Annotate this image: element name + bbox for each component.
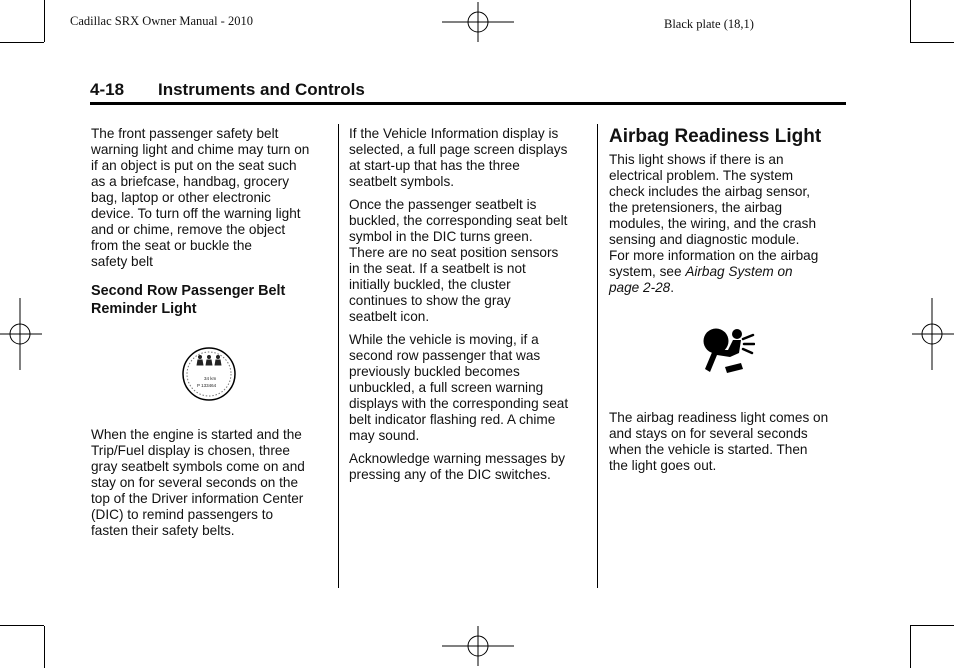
- text-line: may sound.: [349, 428, 420, 443]
- plate-label: Black plate (18,1): [664, 17, 754, 31]
- text-line: [609, 264, 849, 280]
- text-line: pressing any of the DIC switches.: [349, 467, 551, 482]
- airbag-heading: Airbag Readiness Light: [609, 126, 822, 147]
- text-line: initially buckled, the cluster: [349, 277, 511, 292]
- text-line: This light shows if there is an: [609, 152, 784, 167]
- text-line: Acknowledge warning messages by: [349, 451, 566, 466]
- crop-mark: [44, 626, 45, 668]
- text-line: If the Vehicle Information display is: [349, 126, 559, 141]
- airbag-figure: [609, 303, 849, 401]
- text-line: seatbelt symbols.: [349, 174, 455, 189]
- text-line: sensing and diagnostic module.: [609, 232, 800, 247]
- text-line: For more information on the airbag: [609, 248, 819, 263]
- paragraph: [609, 152, 849, 296]
- text-line: fasten their safety belts.: [91, 523, 235, 538]
- text-fragment: system, see: [609, 264, 686, 279]
- paragraph: [349, 197, 591, 325]
- registration-mark-icon: [912, 298, 954, 370]
- text-line: seatbelt icon.: [349, 309, 430, 324]
- subheading-line: Reminder Light: [91, 301, 197, 317]
- column-divider: [597, 124, 598, 588]
- text-line: warning light and chime may turn on: [91, 142, 310, 157]
- column-divider: [338, 124, 339, 588]
- paragraph: [349, 126, 591, 190]
- text-line: gray seatbelt symbols come on and: [91, 459, 305, 474]
- text-line: electrical problem. The system: [609, 168, 794, 183]
- text-line: and or chime, remove the object: [91, 222, 286, 237]
- text-line: buckled, the corresponding seat belt: [349, 213, 568, 228]
- text-line: belt indicator flashing red. A chime: [349, 412, 556, 427]
- text-line: selected, a full page screen displays: [349, 142, 568, 157]
- cross-reference-link[interactable]: Airbag System on: [685, 264, 793, 279]
- column-2: [349, 126, 591, 490]
- cross-reference-link[interactable]: page 2-28: [609, 280, 671, 295]
- text-line: when the vehicle is started. Then: [609, 442, 808, 457]
- manual-title: Cadillac SRX Owner Manual - 2010: [70, 14, 253, 28]
- text-line: top of the Driver information Center: [91, 491, 304, 506]
- text-line: device. To turn off the warning light: [91, 206, 301, 221]
- text-line: as a briefcase, handbag, grocery: [91, 174, 289, 189]
- text-line: in the seat. If a seatbelt is not: [349, 261, 526, 276]
- subheading-line: Second Row Passenger Belt: [91, 283, 286, 299]
- column-3: [609, 126, 849, 481]
- section-title: Instruments and Controls: [158, 80, 365, 99]
- text-line: and stays on for several seconds: [609, 426, 808, 441]
- text-line: check includes the airbag sensor,: [609, 184, 811, 199]
- text-line: While the vehicle is moving, if a: [349, 332, 539, 347]
- seatbelt-reminder-gauge-icon: [181, 346, 237, 402]
- crop-mark: [910, 0, 911, 42]
- registration-mark-icon: [442, 626, 514, 666]
- paragraph: [349, 332, 591, 444]
- paragraph: [91, 427, 331, 539]
- registration-mark-icon: [442, 2, 514, 42]
- text-line: second row passenger that was: [349, 348, 541, 363]
- text-line: Trip/Fuel display is chosen, three: [91, 443, 290, 458]
- text-line: [609, 280, 849, 296]
- text-line: if an object is put on the seat such: [91, 158, 297, 173]
- text-line: at start-up that has the three: [349, 158, 520, 173]
- text-line: modules, the wiring, and the crash: [609, 216, 817, 231]
- crop-mark: [910, 626, 911, 668]
- airbag-readiness-icon: [703, 325, 755, 381]
- text-line: unbuckled, a full screen warning: [349, 380, 544, 395]
- text-line: the light goes out.: [609, 458, 717, 473]
- column-1: [91, 126, 331, 546]
- text-line: the pretensioners, the airbag: [609, 200, 783, 215]
- text-line: The airbag readiness light comes on: [609, 410, 829, 425]
- text-line: When the engine is started and the: [91, 427, 302, 442]
- text-line: safety belt: [91, 254, 153, 269]
- text-line: The front passenger safety belt: [91, 126, 279, 141]
- subheading: [91, 282, 331, 318]
- crop-mark: [910, 625, 954, 626]
- text-line: (DIC) to remind passengers to: [91, 507, 274, 522]
- paragraph: [609, 410, 849, 474]
- text-line: from the seat or buckle the: [91, 238, 252, 253]
- crop-mark: [910, 42, 954, 43]
- text-line: There are no seat position sensors: [349, 245, 559, 260]
- gauge-trip-text: 34 km: [204, 376, 217, 381]
- text-line: bag, laptop or other electronic: [91, 190, 271, 205]
- text-line: stay on for several seconds on the: [91, 475, 299, 490]
- paragraph: [91, 126, 331, 270]
- seatbelt-gauge-figure: [91, 318, 331, 418]
- crop-mark: [0, 42, 44, 43]
- page-number: 4-18: [90, 80, 125, 99]
- text-line: symbol in the DIC turns green.: [349, 229, 533, 244]
- crop-mark: [44, 0, 45, 42]
- text-line: previously buckled becomes: [349, 364, 520, 379]
- text-fragment: .: [670, 280, 675, 295]
- crop-mark: [0, 625, 44, 626]
- text-line: continues to show the gray: [349, 293, 511, 308]
- text-line: Once the passenger seatbelt is: [349, 197, 537, 212]
- text-line: displays with the corresponding seat: [349, 396, 569, 411]
- gauge-odometer-text: P 133464: [197, 383, 217, 388]
- registration-mark-icon: [0, 298, 42, 370]
- paragraph: [349, 451, 591, 483]
- section-header: [90, 80, 846, 105]
